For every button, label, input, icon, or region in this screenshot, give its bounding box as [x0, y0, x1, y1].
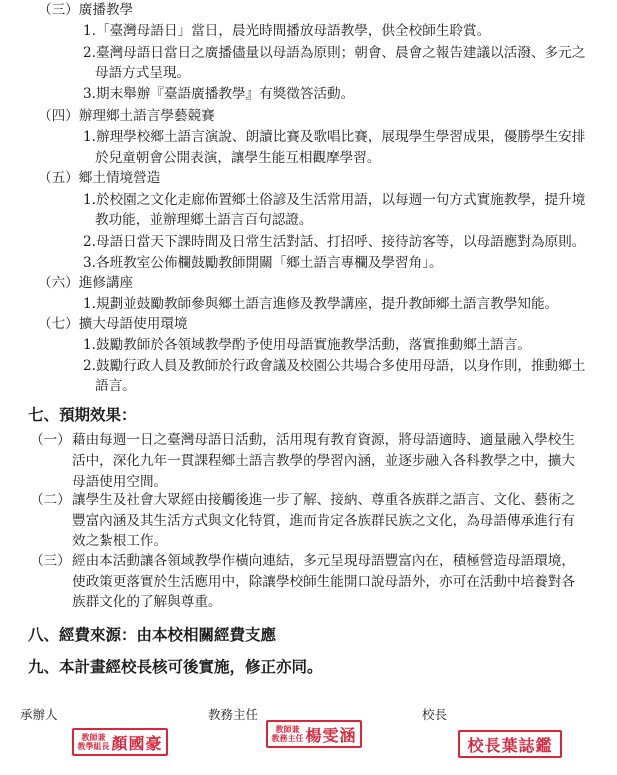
list-item: 1.於校園之文化走廊佈置鄉土俗諺及生活常用語，以每週一句方式實施教學，提升境 — [83, 192, 586, 208]
list-item: 1.辦理學校鄉土語言演說、朗讀比賽及歌唱比賽，展現學生學習成果，優勝學生安排 — [83, 129, 586, 145]
result-line: 族群文化的了解與尊重。 — [72, 594, 222, 610]
subheading-broadcast: （三）廣播教學 — [38, 2, 134, 18]
stamp-title: 教師兼 教務主任 — [271, 724, 304, 743]
list-item: 2.母語日當天下課時間及日常生活對話、打招呼、接待訪客等，以母語應對為原則。 — [83, 234, 586, 250]
section-heading-approval: 九、本計畫經校長核可後實施，修正亦同。 — [28, 657, 323, 676]
section-heading-expected-results: 七、預期效果： — [28, 405, 137, 424]
section-heading-funding: 八、經費來源：由本校相關經費支應 — [28, 625, 277, 644]
academic-director-stamp — [266, 720, 362, 748]
result-line: 藉由每週一日之臺灣母語日活動，活用現有教育資源，將母語適時、適量融入學校生 — [72, 432, 575, 448]
list-item: 3.期末舉辦『臺語廣播教學』有獎徵答活動。 — [83, 86, 355, 102]
result-line: 經由本活動讓各領域教學作橫向連結，多元呈現母語豐富內在，積極營造母語環境， — [72, 553, 575, 569]
subheading-training: （六）進修講座 — [38, 275, 134, 291]
result-line: 效之紮根工作。 — [72, 533, 168, 549]
academic-director-label: 教務主任 — [208, 707, 259, 722]
stamp-name: 顏國豪 — [111, 733, 163, 753]
result-line: 使政策更落實於生活應用中，除讓學校師生能開口說母語外，亦可在活動中培養對各 — [72, 574, 575, 590]
stamp-name: 校長葉誌鑑 — [467, 735, 553, 755]
result-line: 豐富內涵及其生活方式與文化特質，進而肯定各族群民族之文化，為母語傳承進行有 — [72, 513, 575, 529]
subheading-competition: （四）辦理鄉土語言學藝競賽 — [38, 108, 215, 124]
principal-label: 校長 — [422, 707, 448, 722]
result-number: （二） — [30, 492, 71, 508]
list-item-cont: 教功能，並辦理鄉土語言百句認證。 — [95, 212, 313, 228]
result-line: 活中，深化九年一貫課程鄉土語言教學的學習內涵，並逐步融入各科教學之中，擴大 — [72, 453, 575, 469]
list-item: 1.「臺灣母語日」當日，晨光時間播放母語教學，供全校師生聆賞。 — [83, 23, 491, 39]
result-number: （一） — [30, 432, 71, 448]
subheading-usage: （七）擴大母語使用環境 — [38, 316, 188, 332]
principal-stamp — [458, 730, 562, 758]
list-item-cont: 語言。 — [95, 378, 136, 394]
result-number: （三） — [30, 553, 71, 569]
result-line: 讓學生及社會大眾經由接觸後進一步了解、接納、尊重各族群之語言、文化、藝術之 — [72, 492, 575, 508]
list-item: 3.各班教室公佈欄鼓勵教師開關「鄉土語言專欄及學習角」。 — [83, 255, 443, 271]
list-item: 2.鼓勵行政人員及教師於行政會議及校園公共場合多使用母語，以身作則，推動鄉土 — [83, 358, 586, 374]
stamp-name: 楊雯涵 — [305, 725, 357, 745]
list-item: 1.鼓勵教師於各領域教學酌予使用母語實施教學活動，落實推動鄉土語言。 — [83, 337, 531, 353]
list-item: 1.規劃並鼓勵教師參與鄉土語言進修及教學講座，提升教師鄉土語言教學知能。 — [83, 296, 559, 312]
result-line: 母語使用空間。 — [72, 474, 168, 490]
organizer-label: 承辦人 — [20, 707, 58, 722]
organizer-stamp — [72, 728, 168, 756]
list-item-cont: 於兒童朝會公開表演，讓學生能互相觀摩學習。 — [95, 150, 381, 166]
list-item: 2.臺灣母語日當日之廣播儘量以母語為原則；朝會、晨會之報告建議以活潑、多元之 — [83, 45, 586, 61]
list-item-cont: 母語方式呈現。 — [95, 65, 191, 81]
stamp-title: 教師兼 教學組長 — [77, 732, 110, 751]
subheading-environment: （五）鄉土情境營造 — [38, 170, 161, 186]
